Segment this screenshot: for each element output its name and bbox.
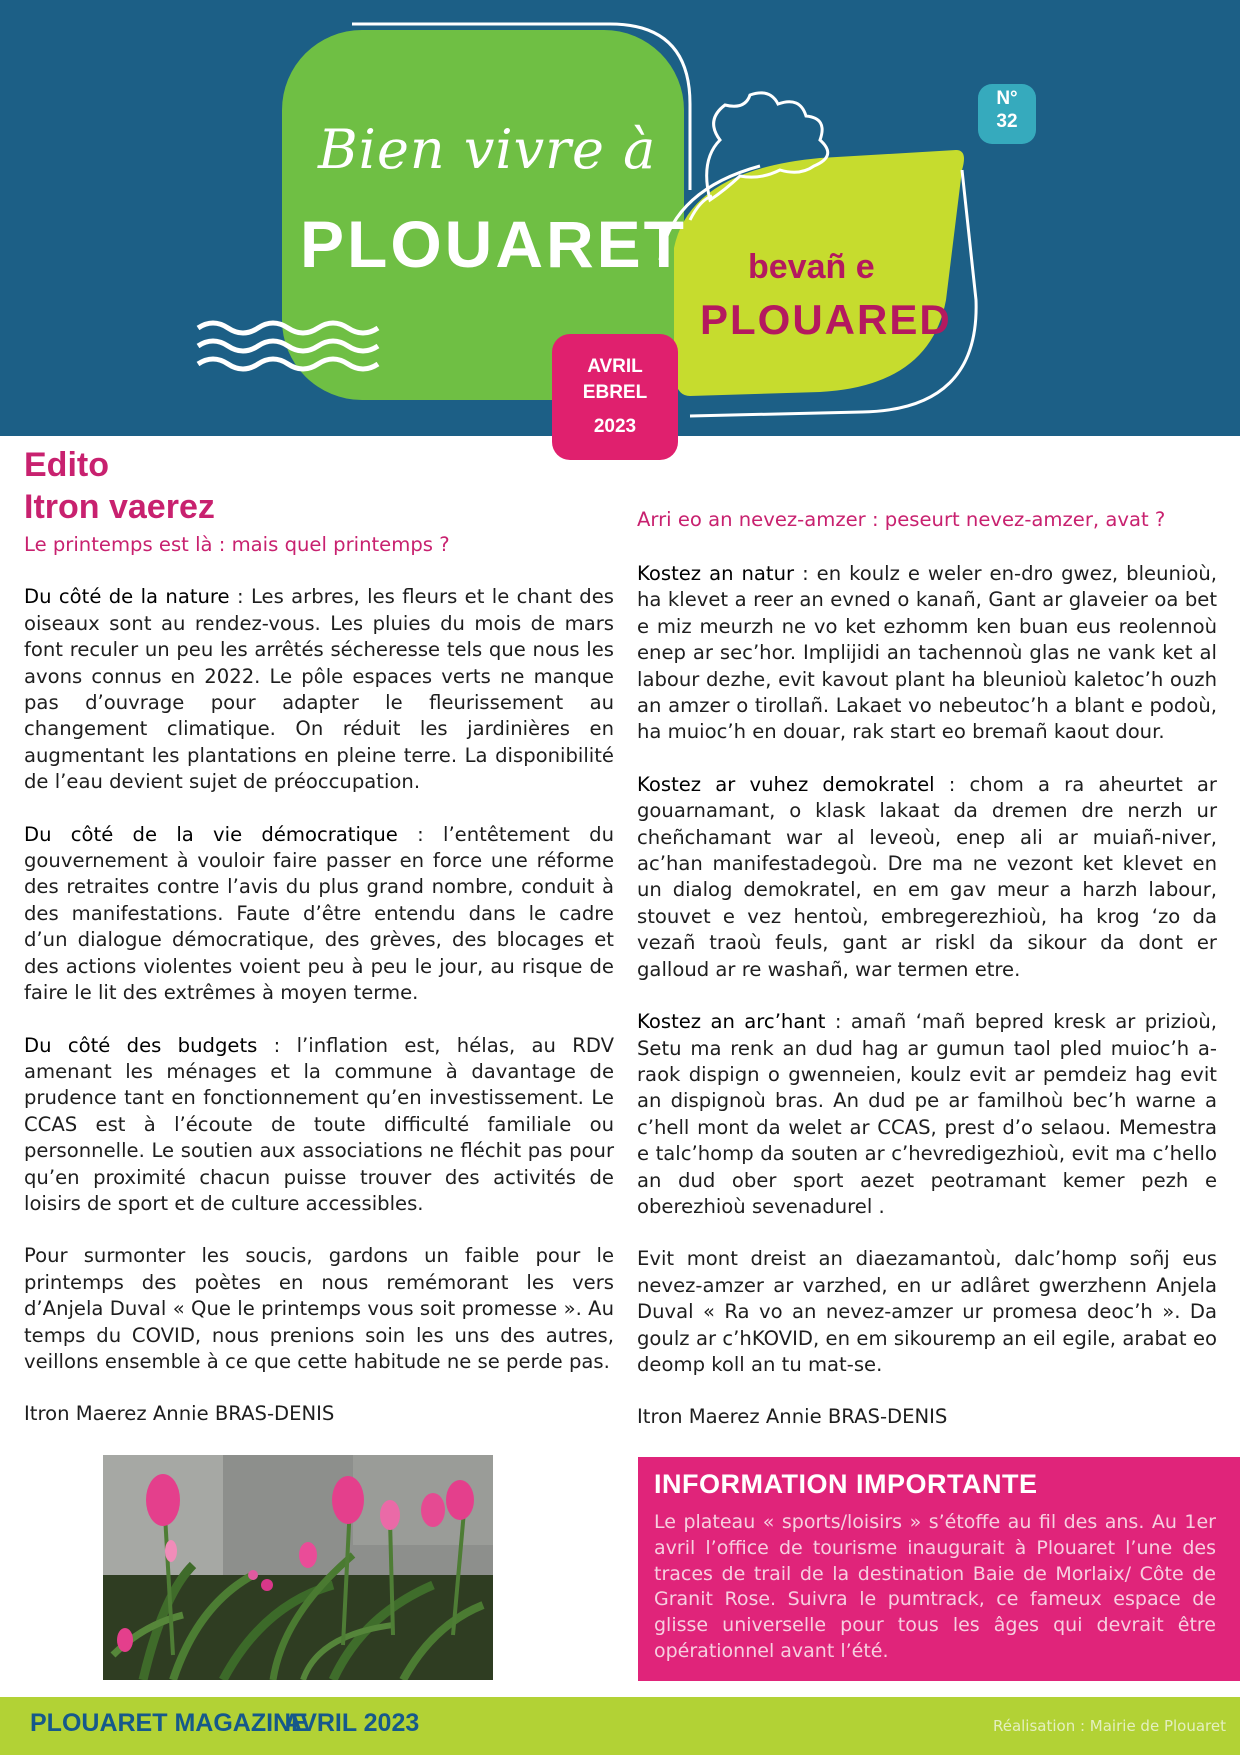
edito-breton-column: [637, 561, 1217, 1457]
signature: Itron Maerez Annie BRAS-DENIS: [24, 1402, 335, 1426]
paragraph-text: : chom a ra aheurtet ar gouarnamant, o klask lakaat da dremen dre nerzh ur cheñchamant war al leveoù, enep ali ar muiañ-niver, ac’han manifestadegoù. Dre ma ne vezont ket klevet en un dialog demokratel, en em gav meur a harzh labour, stouvet e vez hentoù, embregerezhioù, ha krog ‘zo da vezañ traoù feuls, gant ar riskl da sikour da dont er galloud ar re washañ, war termen etre.: [637, 772, 1217, 981]
paragraph-text: : l’inflation est, hélas, au RDV amenant les ménages et la commune à davantage de prudence tant en fonctionnement qu’en investissement. Le CCAS est à l’écoute de toute difficulté familiale ou personnelle. Le soutien aux associations ne fléchit pas pour qu’en proximité chacun puisse trouver des activités de loisirs de sport et de culture accessibles.: [24, 1033, 614, 1215]
paragraph-demokratel: [637, 772, 1217, 983]
paragraph-natur: [637, 561, 1217, 746]
footer-magazine-name: PLOUARET MAGAZINE: [30, 1709, 308, 1737]
banner-script-title: Bien vivre à: [318, 118, 657, 181]
issue-number: 32: [996, 111, 1018, 132]
paragraph-lead: Kostez an natur: [637, 562, 795, 585]
banner-breton-line-2: PLOUARED: [700, 296, 952, 343]
paragraph-text: : en koulz e weler en-dro gwez, bleunioù, ha klevet a reer an evned o kanañ, Gant ar glaveier oa bet e miz meurzh ne vo ket ezhomm ken buan eus reolennoù enep ar sec’hor. Implijidi an tachennoù glas ne vank ket al labour dezhe, evit kavout plant ha bleunioù kaletoc’h ouzh an amzer o tirollañ. Lakaet vo nebeutoc’h a blant e podoù, ha muioc’h en douar, rak start eo bremañ kaout dour.: [637, 562, 1217, 744]
paragraph-lead: Kostez an arc’hant: [637, 1010, 826, 1034]
important-info-box: [638, 1457, 1240, 1681]
paragraph-archant: [637, 1009, 1217, 1220]
signature-breton: Itron Maerez Annie BRAS-DENIS: [637, 1405, 948, 1429]
footer-credit: Réalisation : Mairie de Plouaret: [992, 1717, 1226, 1735]
edito-heading-breton: Itron vaerez: [24, 488, 215, 526]
date-month-br: EBREL: [582, 382, 648, 403]
paragraph-lead: Kostez ar vuhez demokratel: [637, 772, 935, 796]
paragraph-text: : Les arbres, les fleurs et le chant des oiseaux sont au rendez-vous. Les pluies du mois de mars font reculer un peu les arrêtés sécheresse tels que nous les avons connus en 2022. Le pôle espaces verts ne manque pas d’ouvrage pour adapter le fleurissement au changement climatique. On réduit les jardinières en augmentant les plantations en pleine terre. La disponibilité de l’eau devient sujet de préoccupation.: [24, 585, 614, 794]
tulips-illustration: [103, 1455, 493, 1680]
edito-french-column: [24, 444, 614, 1454]
paragraph-text: : amañ ‘mañ bepred kresk ar prizioù, Setu ma renk an dud hag ar gumun taol pled muioc’h a-raok dispign o gwenneien, koulz evit ar pemdeiz hag evit an dispignoù bras. An dud pe ar familhoù bec’h warne a c’hell mont da welet ar CCAS, prest d’o selaou. Memestra e talc’homp da souten ar c’hevredigezhioù, evit ma c’hello an dud ober sport aezet peotramant kemer pezh e oberezhioù sevenadurel .: [637, 1010, 1217, 1218]
issue-number-badge: [978, 84, 1036, 144]
tulips-photo: [103, 1455, 493, 1680]
issue-label: N°: [996, 88, 1018, 109]
paragraph-lead: Du côté de la nature: [24, 585, 230, 609]
paragraph-text: : l’entêtement du gouvernement à vouloir faire passer en force une réforme des retraites contre l’avis du plus grand nombre, conduit à des manifestations. Faute d’être entendu dans le cadre d’un dialogue démocratique, des grèves, des blocages et des actions violentes voient peu à peu le jour, au risque de faire le lit des extrêmes à moyen terme.: [24, 822, 614, 1005]
paragraph-budgets: [24, 1033, 614, 1218]
edito-subtitle-breton: Arri eo an nevez-amzer : peseurt nevez-amzer, avat ?: [637, 508, 1166, 531]
date-month-fr: AVRIL: [587, 356, 643, 377]
edito-subtitle: Le printemps est là : mais quel printemps ?: [24, 533, 450, 556]
banner-main-title: PLOUARET: [300, 207, 687, 281]
paragraph-democracy: [24, 822, 614, 1007]
banner-breton-line-1: bevañ e: [748, 248, 875, 286]
footer: [0, 1697, 1240, 1755]
info-text: Le plateau « sports/loisirs » s’étoffe au fil des ans. Au 1er avril l’office de tourisme inaugurait à Plouaret l’une des traces de trail de la destination Baie de Morlaix/ Côte de Granit Rose. Suivra le pumtrack, ce fameux espace de glisse universelle pour tous les âges qui devrait être opérationnel avant l’été.: [654, 1511, 1216, 1662]
date-badge: [552, 334, 678, 460]
edito-heading: Edito: [24, 446, 109, 484]
paragraph-nature: [24, 584, 614, 795]
footer-date: AVRIL 2023: [284, 1709, 420, 1737]
info-title: INFORMATION IMPORTANTE: [654, 1469, 1038, 1499]
paragraph-conclusion-breton: Evit mont dreist an diaezamantoù, dalc’homp soñj eus nevez-amzer ar varzhed, en ur adlâret gwerzhenn Anjela Duval « Ra vo an nevez-amzer ur promesa deoc’h ». Da goulz ar c’hKOVID, en em sikouremp an eil egile, arabat eo deomp koll an tu mat-se.: [637, 1247, 1217, 1376]
paragraph-lead: Du côté de la vie démocratique: [24, 822, 398, 846]
paragraph-conclusion: Pour surmonter les soucis, gardons un faible pour le printemps des poètes en nous remémorant les vers d’Anjela Duval « Que le printemps vous soit promesse ». Au temps du COVID, nous prenions soin les uns des autres, veillons ensemble à ce que cette habitude ne se perde pas.: [24, 1244, 614, 1373]
date-year: 2023: [593, 416, 637, 437]
paragraph-lead: Du côté des budgets: [24, 1033, 258, 1057]
